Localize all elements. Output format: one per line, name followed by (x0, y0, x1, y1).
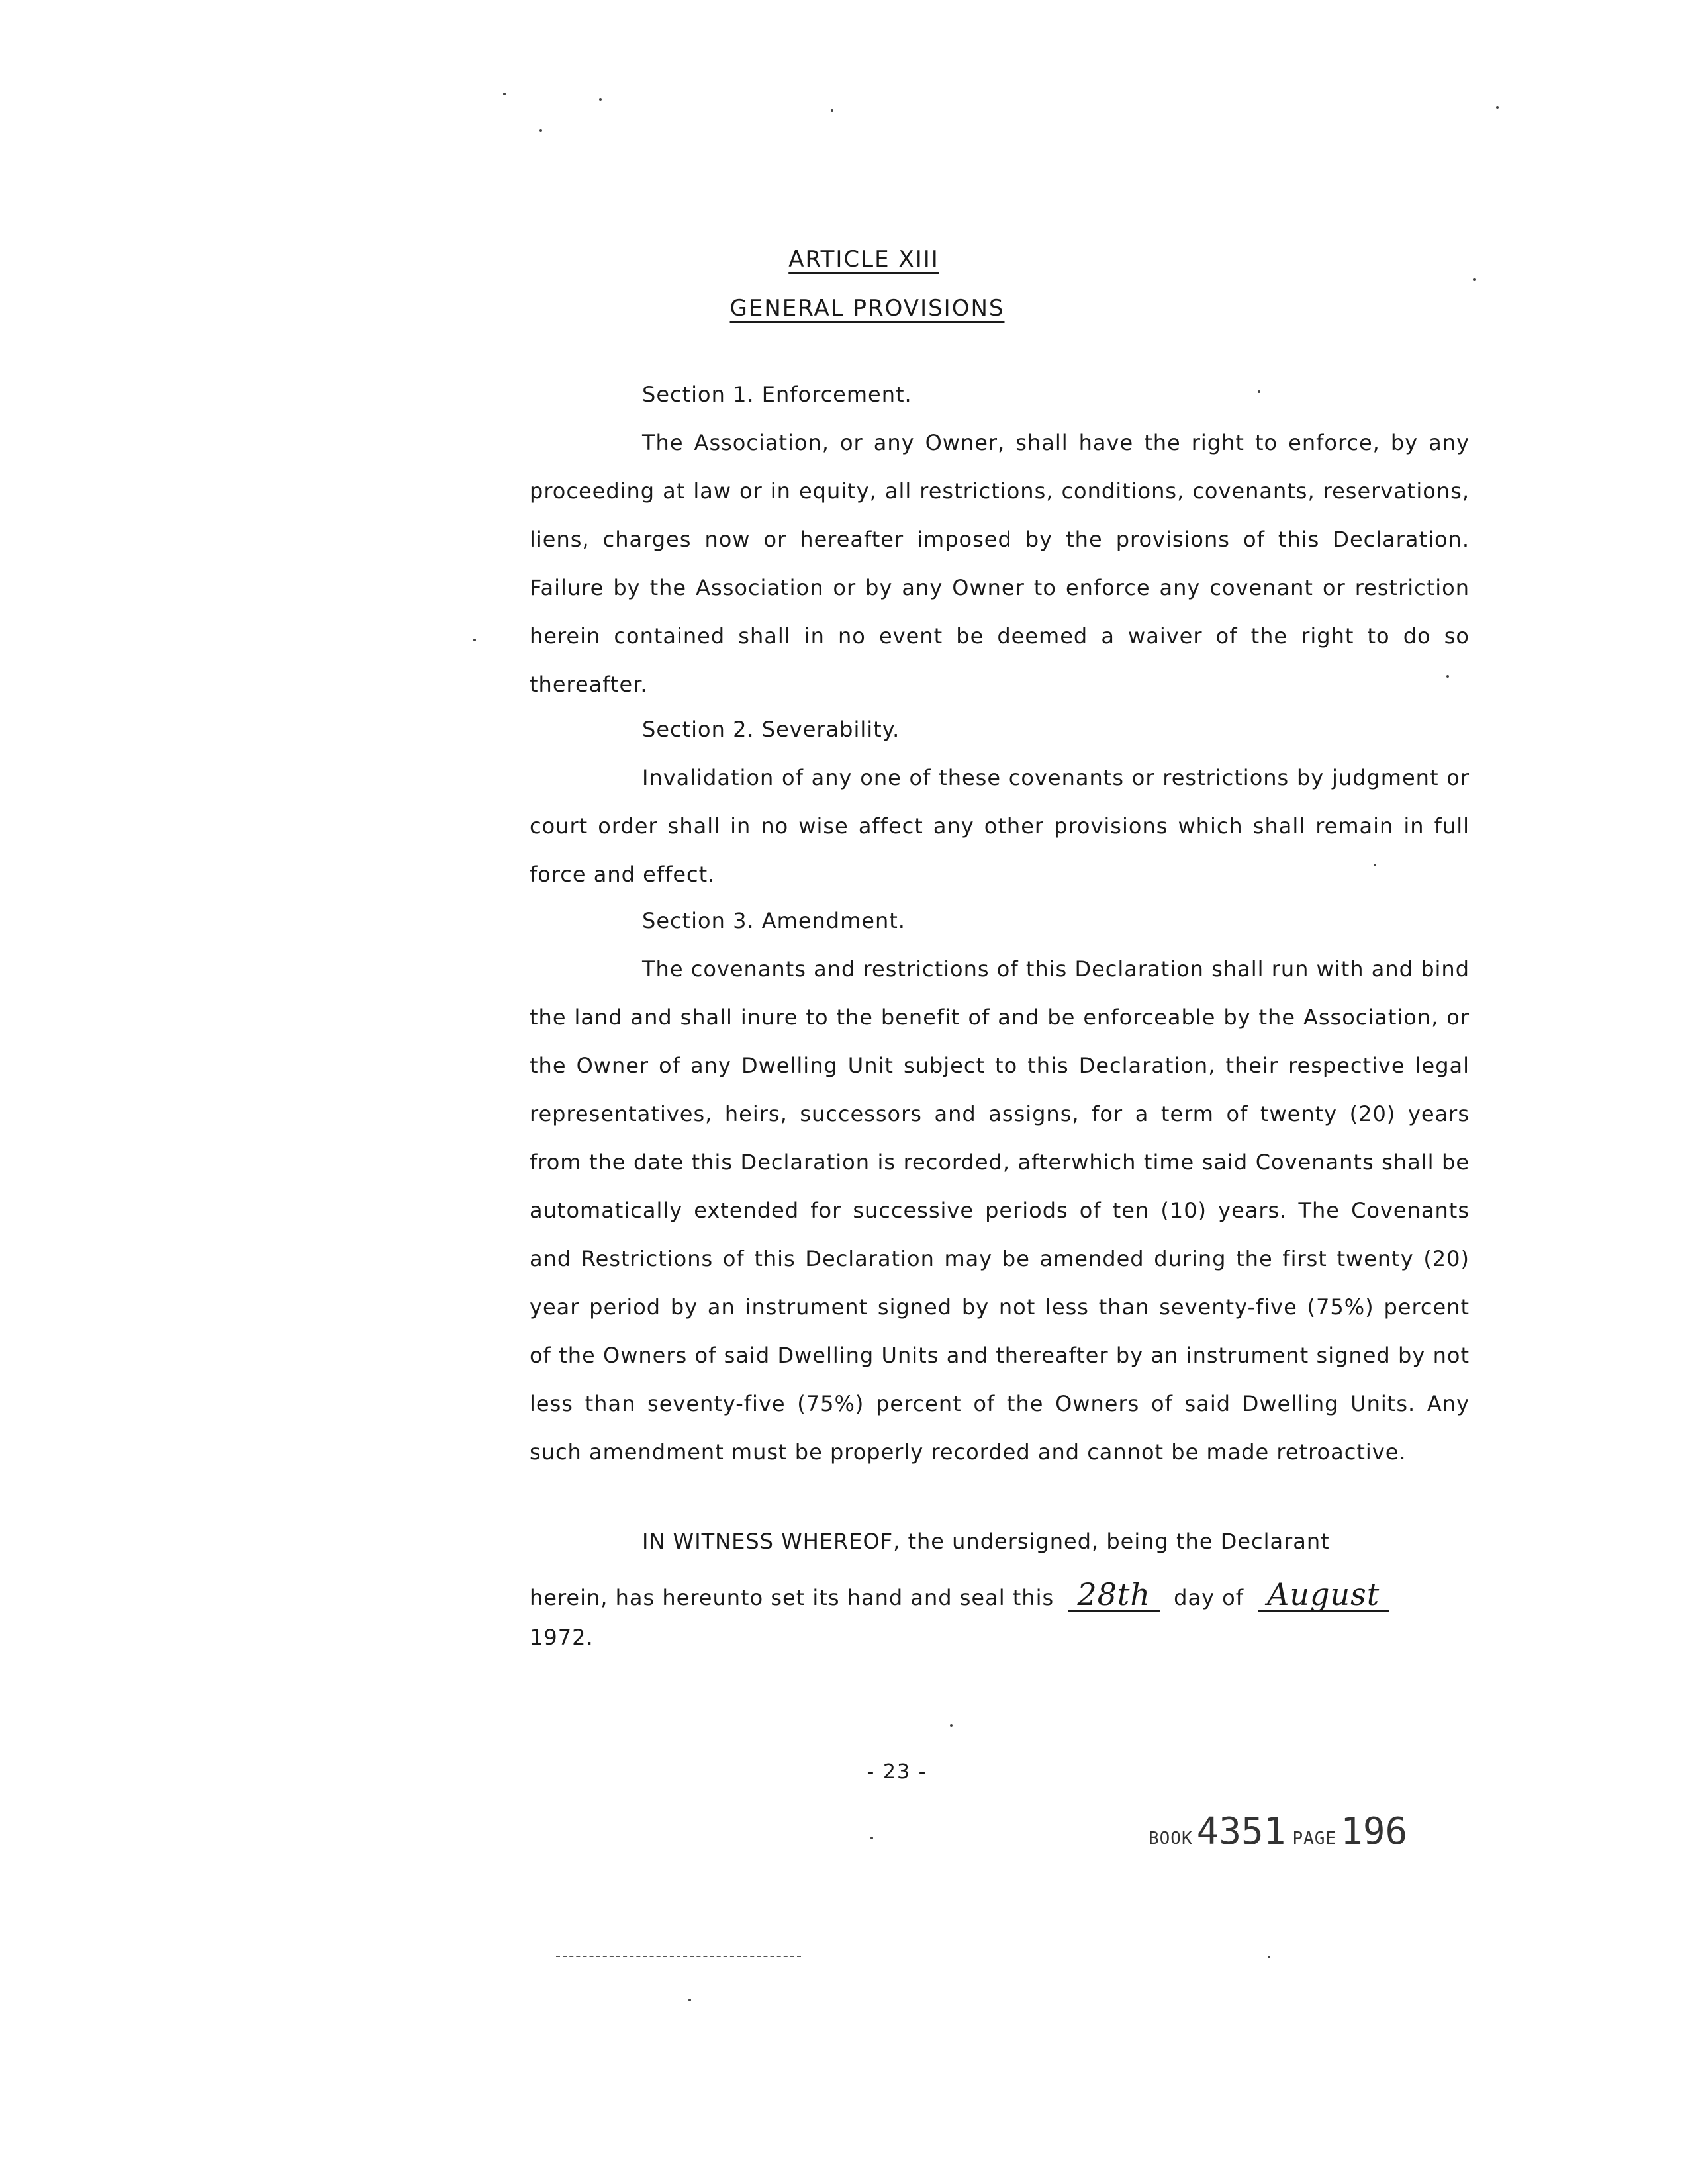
section-3-text: The covenants and restrictions of this Declaration shall run with and bind the land and shall inure to the benefit of and be enforceable by the Association, or the Owner of any Dwelling Unit subject to this Declaration, their respective legal representatives, heirs, successors and assigns, for a term of twenty (20) years from the date this Declaration is recorded, afterwhich time said Covenants shall be automatically extended for successive periods of ten (10) years. The Covenants and Restrictions of this Declaration may be amended during the first twenty (20) year period by an instrument signed by not less than seventy-five (75%) percent of the Owners of said Dwelling Units and thereafter by an instrument signed by not less than seventy-five (75%) percent of the Owners of said Dwelling Units. Any such amendment must be properly recorded and cannot be made retroactive. (530, 956, 1470, 1465)
scan-speck (831, 109, 833, 112)
section-1-text: The Association, or any Owner, shall have the right to enforce, by any proceeding at law or in equity, all restrictions, conditions, covenants, reservations, liens, charges now or hereafter imposed by the provisions of this Declaration. Failure by the Association or by any Owner to enforce any covenant or restriction herein contained shall in no event be deemed a waiver of the right to do so thereafter. (530, 430, 1470, 697)
section-2-text: Invalidation of any one of these covenants or restrictions by judgment or court order shall in no wise affect any other provisions which shall remain in full force and effect. (530, 765, 1470, 887)
witness-line-1: IN WITNESS WHEREOF, the undersigned, being the Declarant (642, 1529, 1330, 1554)
page-number: - 23 - (867, 1760, 927, 1784)
book-page-stamp (1149, 1810, 1414, 1853)
stamp-book-label: BOOK (1149, 1829, 1193, 1848)
handwritten-day: 28th (1068, 1578, 1160, 1612)
scan-speck (1374, 864, 1376, 866)
scan-speck (950, 1724, 953, 1727)
scan-speck (599, 98, 602, 101)
scan-speck (870, 1837, 873, 1839)
section-1-title: Section 1. Enforcement. (642, 382, 912, 407)
witness-year: 1972. (530, 1625, 594, 1650)
witness-line-2-text: herein, has hereunto set its hand and seal this (530, 1585, 1055, 1610)
scan-speck (473, 639, 476, 641)
scan-speck (503, 93, 506, 95)
scan-speck (1268, 1956, 1270, 1958)
scan-artifact-line (556, 1956, 801, 1957)
stamp-book-number: 4351 (1196, 1810, 1286, 1853)
article-heading: ARTICLE XIII (788, 246, 939, 273)
scan-speck (1473, 278, 1476, 281)
section-3-title: Section 3. Amendment. (642, 908, 906, 933)
day-of-text: day of (1174, 1585, 1244, 1610)
scan-speck (688, 1999, 691, 2001)
scan-speck (1258, 390, 1260, 393)
section-1-block (530, 371, 1470, 709)
section-3-block (530, 897, 1470, 1477)
handwritten-month: August (1258, 1578, 1389, 1612)
scan-speck (1446, 675, 1449, 678)
section-2-title: Section 2. Severability. (642, 717, 900, 742)
scan-speck (539, 129, 542, 132)
witness-line-2 (530, 1578, 1395, 1612)
stamp-page-label: PAGE (1292, 1829, 1337, 1848)
general-provisions-heading: GENERAL PROVISIONS (729, 295, 1005, 322)
stamp-page-number: 196 (1340, 1810, 1408, 1853)
section-2-block (530, 705, 1470, 899)
scan-speck (1496, 106, 1499, 109)
